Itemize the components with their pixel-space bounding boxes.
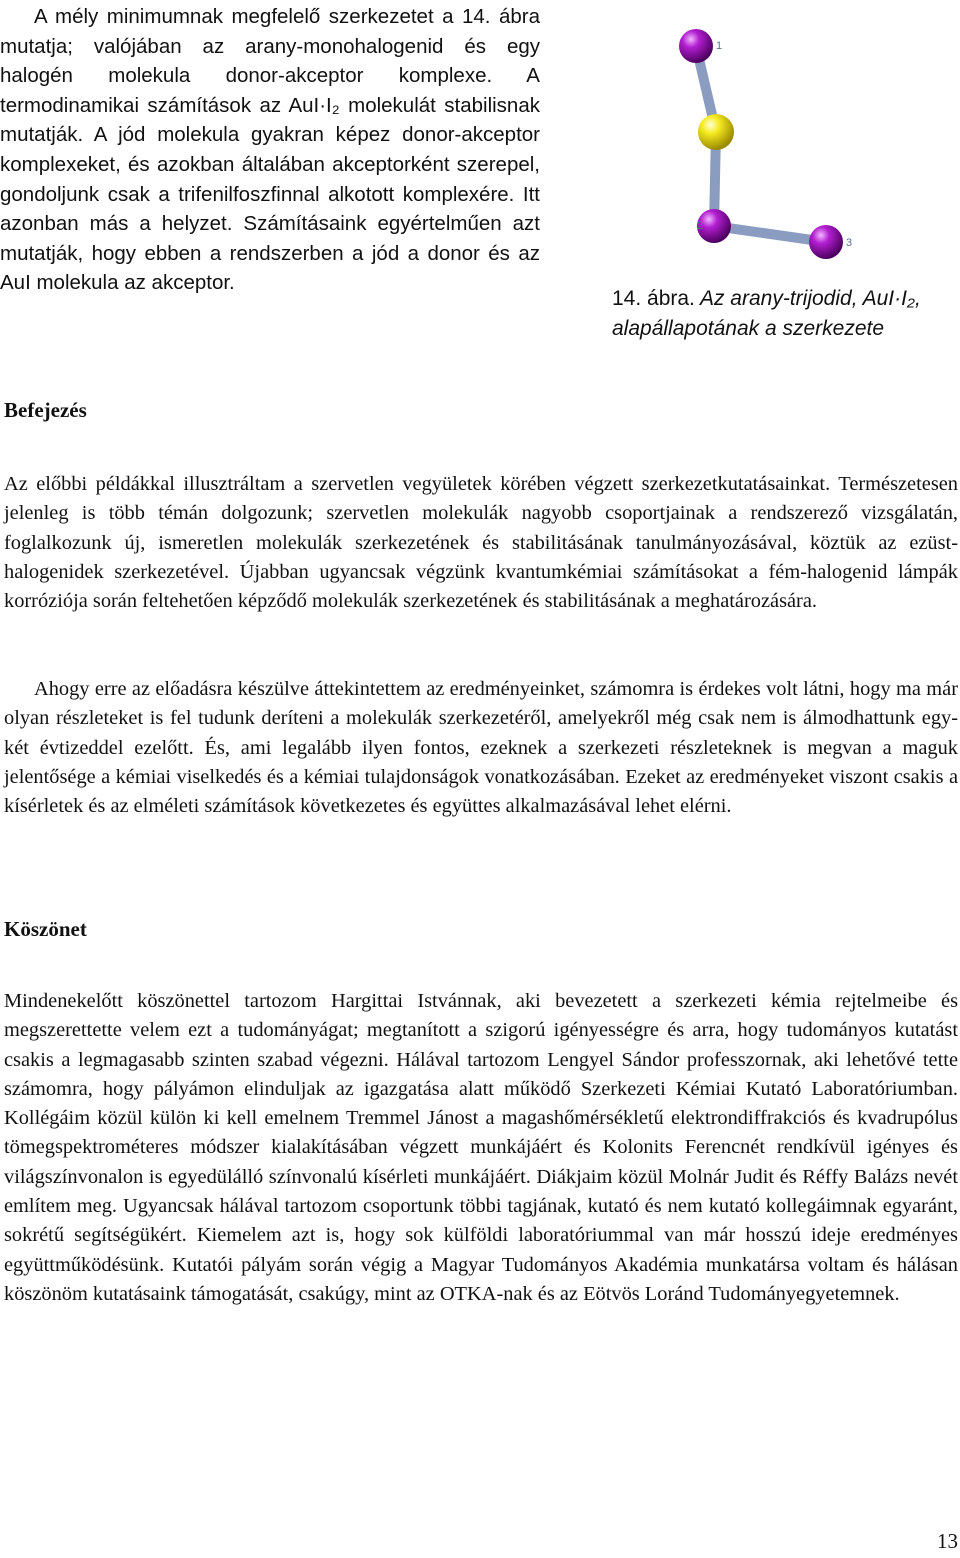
caption-number: 14. ábra. [612,287,695,310]
conclusion-paragraph-1: Az előbbi példákkal illusztráltam a szervetlen vegyületek körében végzett szerkezetkutatásainkat. Természetesen jelenleg is több témán dolgozunk; szervetlen molekulák nagyobb csoportjainak a rendszerező vizsgálatán, foglalkozunk új, ismeretlen molekulák szerkezetének és stabilitásának tanulmányozásával, köztük az ezüst-halogenidek szerkezetével. Újabban ugyancsak végzünk kvantumkémiai számításokat a fém-halogenid lámpák korróziója során feltehetően képződő molekulák szerkezetének és stabilitásának a meghatározására. [4,473,958,613]
atom-label-2: 2 [697,220,704,232]
iodine-atom-1 [679,29,713,63]
page-number: 13 [937,1529,958,1553]
gold-atom [698,114,734,150]
figure-14 [612,16,957,356]
heading-thanks: Köszönet [4,917,87,941]
thanks-paragraph: Mindenekelőtt köszönettel tartozom Hargittai Istvánnak, aki bevezetett a szerkezeti kémia rejtelmeibe és megszerettette velem ezt a tudományágat; megtanított a szigorú igényességre és arra, hogy tudományos kutatást csakis a legmagasabb szinten szabad végezni. Hálával tartozom Lengyel Sándor professzornak, aki lehetővé tette számomra, hogy pályámon elinduljak az igazgatása alatt működő Szerkezeti Kémiai Kutató Laboratóriumban. Kollégáim közül külön ki kell emelnem Tremmel Jánost a magashőmérsékletű elektrondiffrakciós és kvadrupólus tömegspektrométeres módszer kialakításában végzett munkájáért és Kolonits Ferencnét rendkívül igényes és világszínvonalon is egyedülálló színvonalú kísérleti munkájáért. Diákjaim közül Molnár Judit és Réffy Balázs nevét említem meg. Ugyancsak hálával tartozom csoportunk többi tagjának, kutató és nem kutató kollegáimnak egyaránt, sokrétű segítségükért. Kiemelem azt is, hogy sok külföldi laboratóriummal van már hosszú ideje eredményes együttműködésünk. Kutatói pályám során végig a Magyar Tudományos Akadémia munkatársa voltam és hálásan köszönöm kutatásaink támogatását, csakúgy, mint az OTKA-nak és az Eötvös Loránd Tudományegyetemnek. [4,990,958,1305]
heading-conclusion: Befejezés [4,398,87,422]
atom-label-3: 3 [846,237,853,249]
lead-paragraph: A mély minimumnak megfelelő szerkezetet a 14. ábra mutatja; valójában az arany-monohalogenid és egy halogén molekula donor-akceptor komplexe. A termodinamikai számítások az AuI·I₂ molekulát stabilisnak mutatják. A jód molekula gyakran képez donor-akceptor komplexeket, és azokban általában akceptorként szerepel, gondoljunk csak a trifenilfoszfinnal alkotott komplexére. Itt azonban más a helyzet. Számításaink egyértelműen azt mutatják, hogy ebben a rendszerben a jód a donor és az AuI molekula az akceptor. [0,5,540,295]
conclusion-paragraph-2: Ahogy erre az előadásra készülve áttekintettem az eredményeinket, számomra is érdekes volt látni, hogy ma már olyan részleteket is fel tudunk deríteni a molekulák szerkezetéről, amelyekről még csak nem is álmodhattunk egy-két évtizeddel ezelőtt. És, ami legalább ilyen fontos, ezeknek a szerkezeti részleteknek is megvan a maguk jelentősége a kémiai viselkedés és a kémiai tulajdonságok vonatkozásában. Ezeket az eredményeket viszont csakis a kísérletek és az elméleti számítások következetes és együttes alkalmazásával lehet elérni. [4,678,958,818]
molecule-diagram [612,16,957,278]
caption-text: Az arany-trijodid, AuI·I₂, alapállapotának a szerkezete [612,287,921,340]
iodine-atom-3 [809,225,843,259]
atom-label-1: 1 [716,40,723,52]
figure-caption [612,284,957,344]
